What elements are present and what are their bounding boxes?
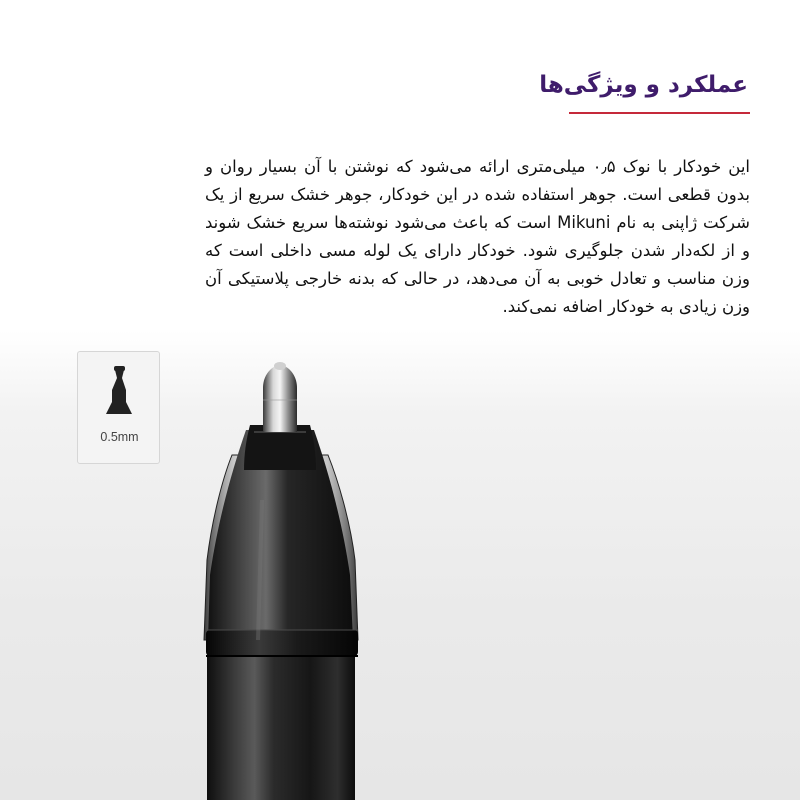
- tip-size-badge: [77, 351, 160, 464]
- tip-size-label: 0.5mm: [100, 430, 139, 444]
- section-title: عملکرد و ویژگی‌ها: [539, 72, 748, 98]
- feature-description: این خودکار با نوک ۰٫۵ میلی‌متری ارائه می‌شود که نوشتن با آن بسیار روان و بدون قطعی است. جوهر استفاده شده در این خودکار، جوهر خشک سریع از یک شرکت ژاپنی به نام Mikuni است که باعث می‌شود نوشته‌ها سریع خشک شوند و از لکه‌دار شدن جلوگیری شود. خودکار دارای یک لوله مسی داخلی است که وزن مناسب و تعادل خوبی به آن می‌دهد، در حالی که بدنه خارجی پلاستیکی آن وزن زیادی به خودکار اضافه نمی‌کند.: [205, 157, 750, 316]
- pen-tip-icon: [78, 352, 161, 465]
